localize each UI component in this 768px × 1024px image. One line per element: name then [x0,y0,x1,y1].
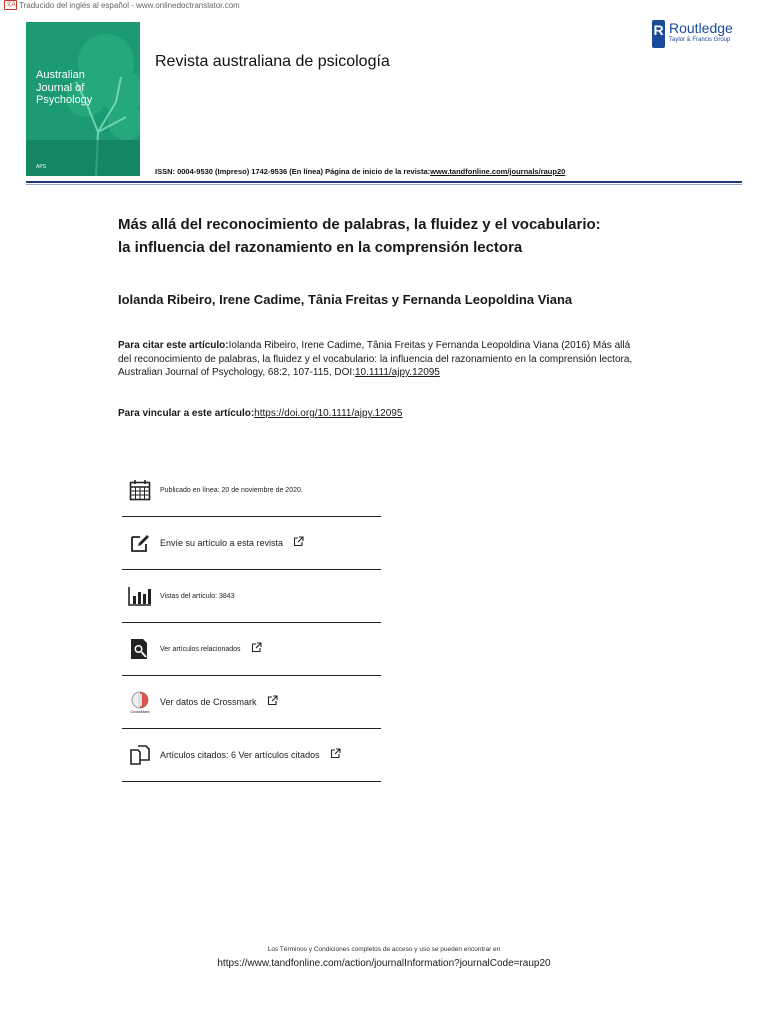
header-rule [26,181,742,183]
translator-banner[interactable] [4,0,240,10]
terms-text: Los Términos y Condiciones completos de acceso y uso se pueden encontrar en [267,946,501,953]
citing-articles-label: Artículos citados: 6 Ver artículos citados [160,750,320,760]
terms-link[interactable]: https://www.tandfonline.com/action/journalInformation?journalCode=raup20 [217,958,551,969]
translate-icon: 文A [5,2,16,8]
search-document-icon [128,637,152,661]
citations-icon [128,743,152,767]
published-online-item [122,464,381,517]
article-views-label: Vistas del artículo: 3843 [160,592,235,600]
external-link-icon [267,693,278,711]
external-link-icon [251,640,262,658]
journal-title: Revista australiana de psicología [155,53,390,70]
cover-title: Australian Journal of Psychology [36,69,93,106]
citing-articles-item[interactable] [122,729,381,782]
article-info-list [122,464,381,782]
submit-article-label: Envíe su artículo a esta revista [160,538,284,548]
external-link-icon [293,534,304,552]
published-online-label: Publicado en línea: 20 de noviembre de 2020. [160,486,303,494]
cite-doi-link[interactable]: 10.1111/ajpy.12095 [354,367,440,378]
translator-text: Traducido del inglés al español - www.onlinedoctranslator.com [19,0,240,10]
routledge-mark-icon: R [652,20,665,48]
link-label: Para vincular a este artículo: [118,408,255,419]
journal-homepage-link[interactable]: www.tandfonline.com/journals/raup20 [430,167,566,176]
calendar-icon [128,478,152,502]
publisher-sub: Taylor & Francis Group [669,37,731,43]
external-link-icon [330,746,341,764]
article-doi-link[interactable]: https://doi.org/10.1111/ajpy.12095 [254,408,403,419]
routledge-logo[interactable] [652,20,733,48]
crossmark-icon [128,690,152,714]
publisher-name: Routledge [669,20,733,36]
related-articles-item[interactable] [122,623,381,676]
submit-article-item[interactable] [122,517,381,570]
header-rule-thin [26,184,742,185]
crossmark-caption: CrossMark [130,708,150,714]
edit-icon [128,531,152,555]
article-authors: Iolanda Ribeiro, Irene Cadime, Tânia Freitas y Fernanda Leopoldina Viana [118,292,573,307]
issn-line: ISSN: 0004-9530 (Impreso) 1742-9536 (En línea) Página de inicio de la revista:www.tandfonline.com/journals/raup20 [155,167,566,176]
article-views-item [122,570,381,623]
article-title: Más allá del reconocimiento de palabras, la fluidez y el vocabulario: la influencia del razonamiento en la comprensión lectora [118,216,601,256]
crossmark-label: Ver datos de Crossmark [160,697,257,707]
bar-chart-icon [128,584,152,608]
citation-block [118,339,638,380]
related-articles-label: Ver artículos relacionados [160,645,241,653]
cite-text: Iolanda Ribeiro, Irene Cadime, Tânia Freitas y Fernanda Leopoldina Viana (2016) Más allá del reconocimiento de palabras, la fluidez y el vocabulario: la influencia del razonamiento en la comprensión lectora, Australian Journal of Psychology, 68:2, 107-115, DOI: [118,340,633,378]
article-link-line [118,408,402,419]
cite-label: Para citar este artículo: [118,340,229,351]
crossmark-item[interactable] [122,676,381,729]
journal-cover [26,22,140,176]
cover-publisher-text: APS [36,164,47,170]
